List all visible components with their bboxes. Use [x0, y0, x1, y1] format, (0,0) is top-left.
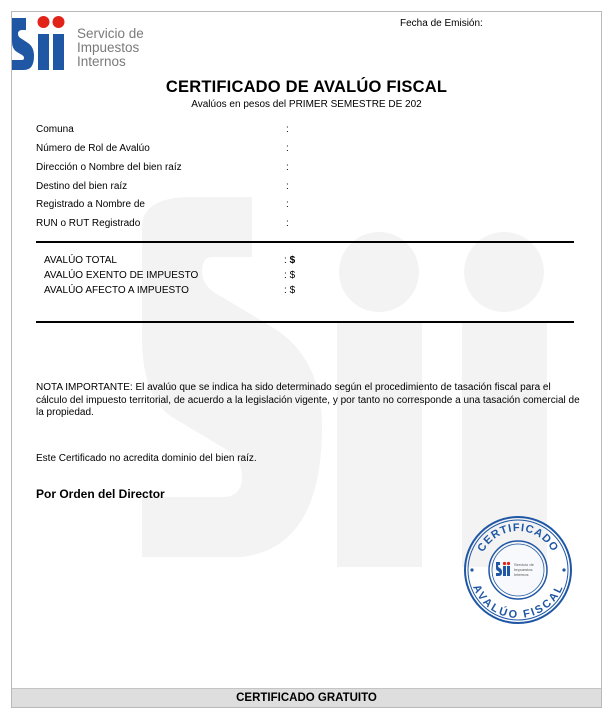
avaluo-afecto-value: : $ — [284, 285, 296, 296]
stamp-logo-line-3: Internos — [514, 572, 529, 577]
stamp-bottom-text: AVALÚO FISCAL — [469, 582, 567, 622]
director-signature: Por Orden del Director — [36, 487, 165, 501]
fecha-emision-label: Fecha de Emisión: — [400, 18, 483, 29]
sii-logo-text: Servicio de Impuestos Internos — [77, 26, 144, 69]
stamp-sii-logo — [496, 562, 510, 576]
field-registrado-separator: : — [286, 199, 289, 210]
stamp-top-text: CERTIFICADO — [475, 521, 561, 555]
dominio-note: Este Certificado no acredita dominio del bien raíz. — [36, 453, 257, 464]
stamp-logo-line-2: Impuestos — [514, 567, 533, 572]
field-destino-separator: : — [286, 181, 289, 192]
page-title: CERTIFICADO DE AVALÚO FISCAL — [165, 78, 448, 96]
nota-importante: NOTA IMPORTANTE: El avalúo que se indica ha sido determinado según el procedimiento de tasación fiscal para el cálculo del impuesto territorial, de acuerdo a la legislación vigente, y por tanto no corresponde a una tasación comercial de la propiedad. — [36, 382, 580, 418]
field-registrado-label: Registrado a Nombre de — [36, 199, 145, 210]
certificate-page — [11, 11, 602, 708]
stamp-logo-line-1: Servicio de — [514, 562, 534, 567]
sii-watermark — [132, 187, 592, 567]
footer-gratuito: CERTIFICADO GRATUITO — [12, 688, 601, 707]
avaluo-exento-value: : $ — [284, 270, 296, 281]
field-direccion-label: Dirección o Nombre del bien raíz — [36, 162, 182, 173]
field-rut-label: RUN o RUT Registrado — [36, 218, 141, 229]
avaluo-afecto-label: AVALÚO AFECTO A IMPUESTO — [44, 285, 189, 296]
field-rol-label: Número de Rol de Avalúo — [36, 143, 150, 154]
page-subtitle: Avalúos en pesos del PRIMER SEMESTRE DE 202 — [191, 99, 422, 110]
field-comuna-label: Comuna — [36, 124, 74, 135]
avaluo-total-value: : $ — [284, 255, 296, 266]
divider-bottom — [36, 321, 574, 323]
field-rut-separator: : — [286, 218, 289, 229]
avaluo-exento-label: AVALÚO EXENTO DE IMPUESTO — [44, 270, 199, 281]
field-destino-label: Destino del bien raíz — [36, 181, 128, 192]
field-direccion-separator: : — [286, 162, 289, 173]
avaluo-fiscal-stamp — [463, 515, 573, 625]
avaluo-total-label: AVALÚO TOTAL — [44, 255, 117, 266]
divider-top — [36, 241, 574, 243]
field-comuna-separator: : — [286, 124, 289, 135]
field-rol-separator: : — [286, 143, 289, 154]
